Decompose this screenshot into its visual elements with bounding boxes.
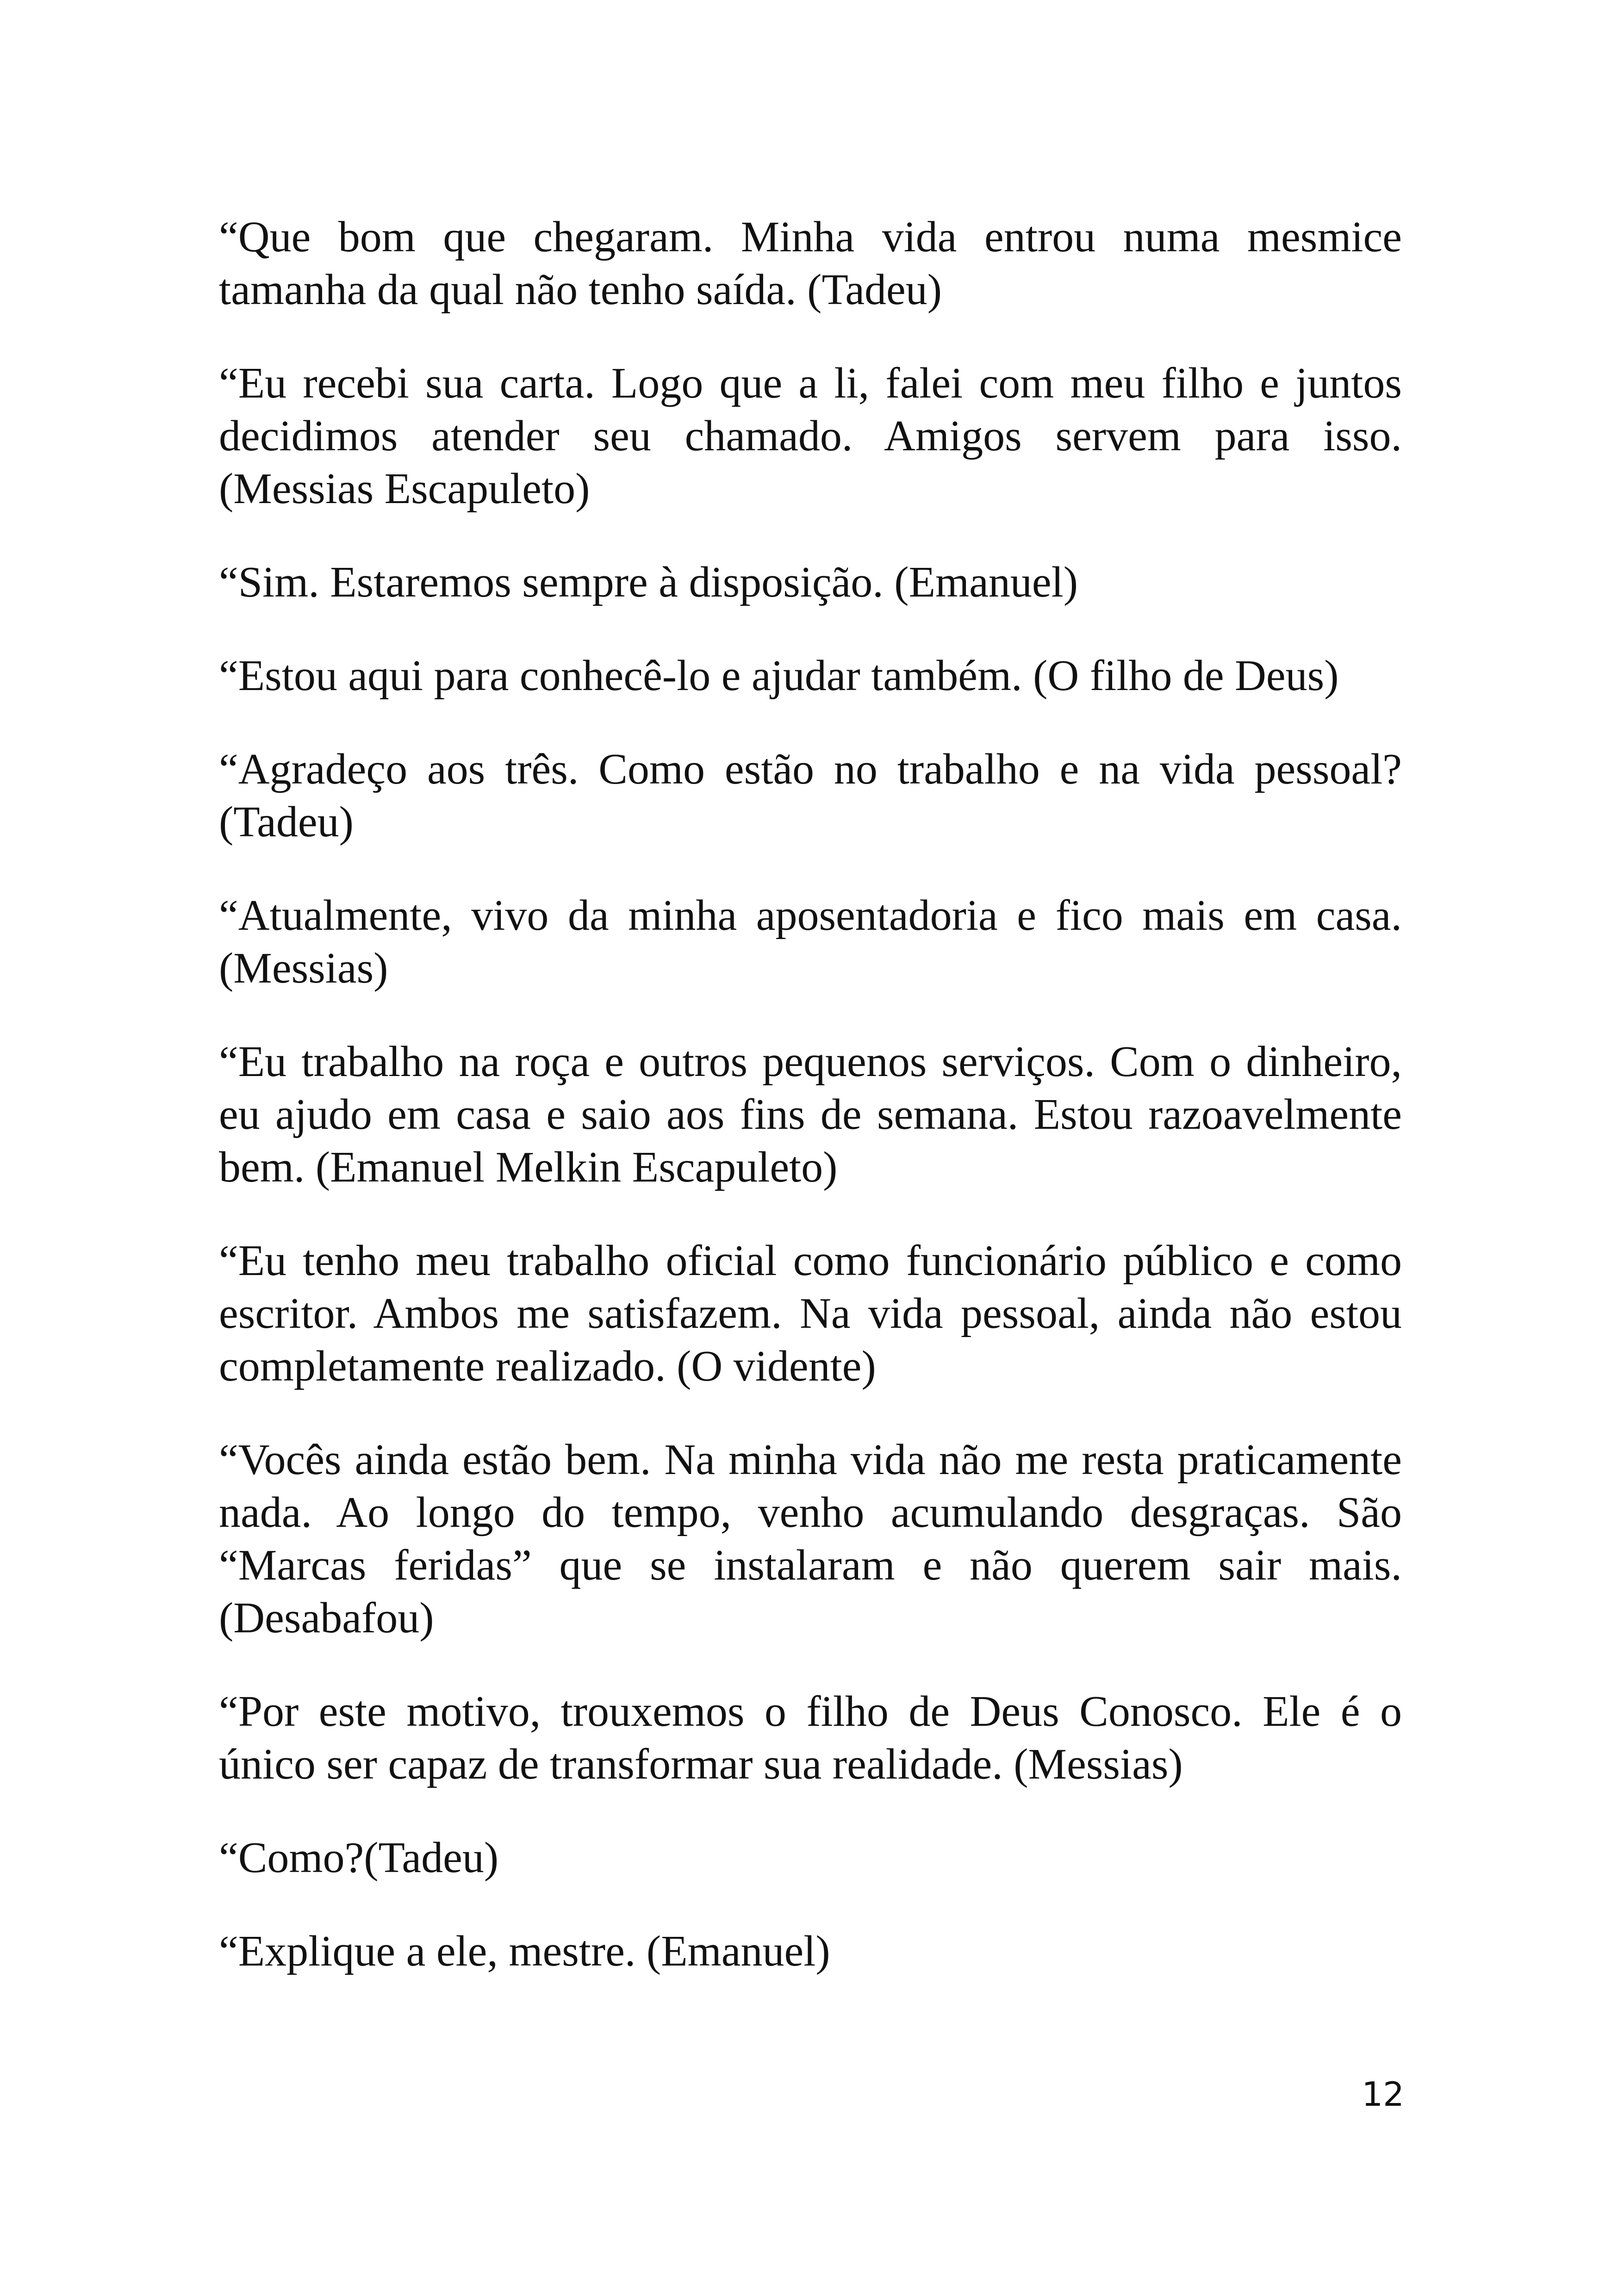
paragraph: “Vocês ainda estão bem. Na minha vida não me resta praticamente nada. Ao longo do tempo, venho acumulando desgraças. São “Marcas feridas” que se instalaram e não querem sair mais. (Desabafou)	[219, 1436, 1402, 1642]
paragraph: “Que bom que chegaram. Minha vida entrou numa mesmice tamanha da qual não tenho saída. (Tadeu)	[219, 213, 1402, 314]
paragraph: “Eu tenho meu trabalho oficial como funcionário público e como escritor. Ambos me satisfazem. Na vida pessoal, ainda não estou completamente realizado. (O vidente)	[219, 1237, 1402, 1390]
paragraph: “Como?(Tadeu)	[219, 1834, 499, 1882]
paragraph: “Por este motivo, trouxemos o filho de Deus Conosco. Ele é o único ser capaz de transformar sua realidade. (Messias)	[219, 1687, 1402, 1788]
page-number: 12	[1362, 2075, 1404, 2114]
paragraph: “Explique a ele, mestre. (Emanuel)	[219, 1927, 830, 1975]
paragraph: “Estou aqui para conhecê-lo e ajudar também. (O filho de Deus)	[219, 652, 1339, 700]
paragraph: “Eu recebi sua carta. Logo que a li, falei com meu filho e juntos decidimos atender seu chamado. Amigos servem para isso. (Messias Escapuleto)	[219, 359, 1402, 513]
page-body	[219, 211, 1402, 2018]
paragraph: “Sim. Estaremos sempre à disposição. (Emanuel)	[219, 558, 1078, 606]
paragraph: “Eu trabalho na roça e outros pequenos serviços. Com o dinheiro, eu ajudo em casa e saio aos fins de semana. Estou razoavelmente bem. (Emanuel Melkin Escapuleto)	[219, 1038, 1402, 1191]
paragraph: “Agradeço aos três. Como estão no trabalho e na vida pessoal? (Tadeu)	[219, 745, 1402, 846]
paragraph: “Atualmente, vivo da minha aposentadoria e fico mais em casa. (Messias)	[219, 891, 1402, 992]
